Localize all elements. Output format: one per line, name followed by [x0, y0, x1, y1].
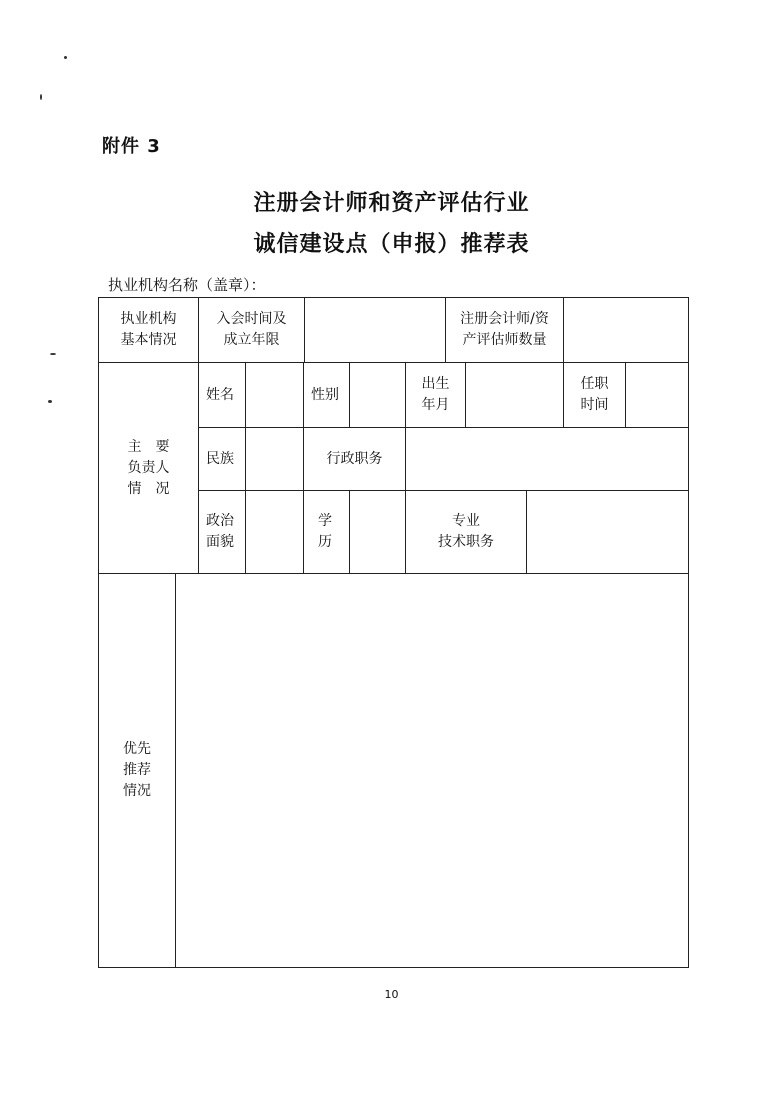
form-title-line1: 注册会计师和资产评估行业	[253, 191, 530, 216]
attachment-label: 附件 3	[102, 136, 161, 157]
ethnicity-field[interactable]	[246, 428, 303, 490]
basic-info-label: 执业机构 基本情况	[120, 311, 177, 348]
name-field[interactable]	[246, 363, 303, 427]
scan-speck	[50, 353, 56, 355]
page-number: 10	[384, 988, 399, 1001]
admin-post-label: 行政职务	[326, 450, 383, 467]
tech-post-field[interactable]	[527, 491, 688, 573]
priority-label: 优先 推荐 情况	[123, 741, 151, 799]
scan-speck	[64, 56, 67, 59]
tenure-field[interactable]	[626, 363, 688, 427]
birth-field[interactable]	[466, 363, 563, 427]
gender-field[interactable]	[350, 363, 405, 427]
cpa-count-field[interactable]	[564, 298, 688, 362]
join-time-field[interactable]	[305, 298, 445, 362]
principal-label: 主 要 负责人 情 况	[127, 438, 170, 497]
table-rule	[303, 490, 304, 573]
tenure-label: 任职 时间	[580, 376, 609, 413]
political-label: 政治 面貌	[206, 513, 234, 550]
scan-speck	[40, 94, 42, 100]
cpa-count-label: 注册会计师/资 产评估师数量	[460, 311, 549, 348]
gender-label: 性别	[311, 386, 339, 403]
ethnicity-label: 民族	[206, 450, 234, 467]
birth-label: 出生 年月	[421, 376, 450, 413]
table-border	[98, 967, 689, 968]
priority-field[interactable]	[176, 574, 688, 967]
table-rule	[198, 362, 199, 573]
name-label: 姓名	[206, 386, 234, 403]
admin-post-field[interactable]	[406, 428, 688, 490]
org-name-label: 执业机构名称（盖章）：	[108, 276, 266, 294]
tech-post-label: 专业 技术职务	[438, 513, 494, 550]
form-title-line2: 诚信建设点（申报）推荐表	[253, 232, 530, 257]
education-label: 学 历	[318, 513, 332, 550]
table-rule	[303, 362, 304, 427]
education-field[interactable]	[350, 491, 405, 573]
political-field[interactable]	[246, 491, 303, 573]
scan-speck	[48, 400, 52, 403]
join-time-label: 入会时间及 成立年限	[216, 311, 287, 348]
table-border	[688, 297, 689, 968]
